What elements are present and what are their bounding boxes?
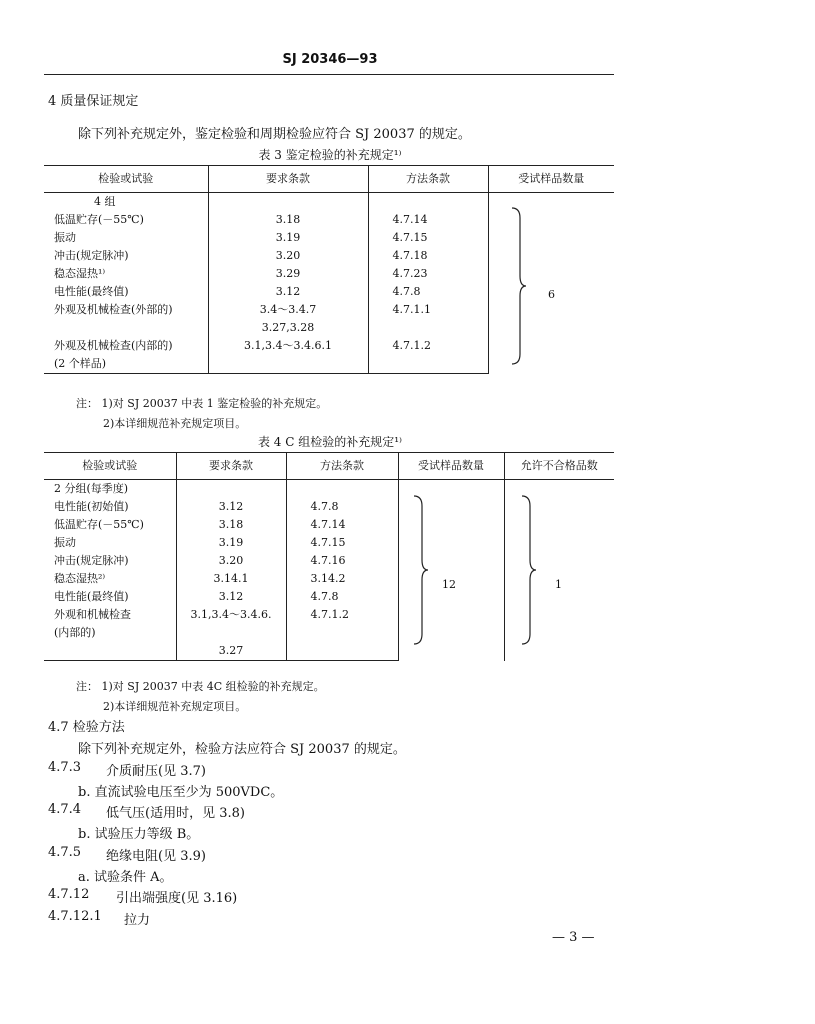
table-cell: 3.18 [208,211,368,229]
table-cell: 4.7.1.2 [286,606,398,624]
table-cell: 3.20 [176,552,286,570]
table-4-note-1: 注： 1)对 SJ 20037 中表 4C 组检验的补充规定。 [76,680,325,693]
table-cell: 4 组 [94,195,116,208]
clause-sub: a. 试验条件 A。 [78,870,173,885]
table-cell [286,480,398,499]
table-4-sample-qty: 12 [442,578,456,591]
table-cell [44,319,208,337]
table-cell: 4.7.15 [286,534,398,552]
table-cell [44,642,176,661]
table-cell: 稳态湿热¹⁾ [54,267,106,280]
table-cell: 4.7.8 [286,588,398,606]
table-3-note-1: 注： 1)对 SJ 20037 中表 1 鉴定检验的补充规定。 [76,397,328,410]
table-cell: 3.12 [176,498,286,516]
table-cell: 3.4～3.4.7 [208,301,368,319]
clause-title: 拉力 [124,913,151,928]
table-3-sample-qty: 6 [548,288,555,301]
table-cell: 4.7.16 [286,552,398,570]
table-cell: 4.7.8 [286,498,398,516]
table-cell [286,624,398,642]
table-3-header-method: 方法条款 [368,166,488,193]
header-rule [44,74,614,75]
table-cell: 3.19 [176,534,286,552]
table-cell: 2 分组(每季度) [54,482,129,495]
table-4-sample-brace [410,494,434,646]
table-cell: 低温贮存(－55℃) [54,213,144,226]
table-cell: (内部的) [54,626,96,639]
table-cell: 3.14.2 [286,570,398,588]
table-cell: 4.7.14 [368,211,488,229]
table-4-note-2: 2)本详细规范补充规定项目。 [103,700,247,713]
table-3-header-test: 检验或试验 [44,166,208,193]
table-cell: 冲击(规定脉冲) [54,249,129,262]
table-4-allowed-defects: 1 [555,578,562,591]
table-cell: 冲击(规定脉冲) [54,554,129,567]
table-4-header-allowed-defects: 允许不合格品数 [504,453,614,480]
table-cell: 3.14.1 [176,570,286,588]
clause-title: 介质耐压(见 3.7) [106,764,206,779]
table-4-caption: 表 4 C 组检验的补充规定¹⁾ [257,435,403,449]
clause-number: 4.7.3 [48,760,82,775]
table-cell: 4.7.8 [368,283,488,301]
clause-number: 4.7.5 [48,845,82,860]
document-code-header: SJ 20346—93 [282,52,378,67]
clause-number: 4.7.12 [48,887,90,902]
page-number: — 3 — [552,930,595,945]
table-cell: 外观和机械检查 [54,608,131,621]
table-cell: 4.7.1.2 [368,337,488,355]
clause-title: 低气压(适用时，见 3.8) [106,806,245,821]
table-cell [176,480,286,499]
table-cell: 3.27,3.28 [208,319,368,337]
table-3-caption: 表 3 鉴定检验的补充规定¹⁾ [258,148,402,162]
table-cell [368,355,488,374]
table-cell [176,624,286,642]
table-4-header-sample-qty: 受试样品数量 [398,453,504,480]
table-cell: 3.18 [176,516,286,534]
table-3-sample-cell [488,193,614,374]
table-cell: 电性能(初始值) [54,500,129,513]
clause-title: 绝缘电阻(见 3.9) [106,849,206,864]
section-4-7-intro: 除下列补充规定外，检验方法应符合 SJ 20037 的规定。 [78,742,406,757]
section-4-intro: 除下列补充规定外，鉴定检验和周期检验应符合 SJ 20037 的规定。 [78,127,471,142]
clause-title: 引出端强度(见 3.16) [116,891,238,906]
table-cell [286,642,398,661]
table-cell: 3.27 [176,642,286,661]
table-cell: 外观及机械检查(外部的) [54,303,173,316]
table-cell: (2 个样品) [44,355,208,374]
table-cell: 4.7.23 [368,265,488,283]
table-cell: 电性能(最终值) [54,590,129,603]
table-4-header-requirement: 要求条款 [176,453,286,480]
table-3-brace [508,206,532,366]
section-4-7-title: 4.7 检验方法 [48,720,125,735]
table-cell: 4.7.18 [368,247,488,265]
table-cell: 振动 [54,536,76,549]
table-3-header-requirement: 要求条款 [208,166,368,193]
table-cell: 3.19 [208,229,368,247]
table-cell: 低温贮存(－55℃) [54,518,144,531]
table-cell: 3.12 [176,588,286,606]
section-4-heading: 4 质量保证规定 [48,94,139,109]
table-cell: 外观及机械检查(内部的) [54,339,173,352]
table-cell [368,193,488,212]
clause-number: 4.7.4 [48,802,82,817]
table-3-note-2: 2)本详细规范补充规定项目。 [103,417,247,430]
table-3-header-sample-qty: 受试样品数量 [488,166,614,193]
clause-number: 4.7.12.1 [48,909,102,924]
table-cell: 4.7.15 [368,229,488,247]
table-cell: 3.1,3.4～3.4.6.1 [208,337,368,355]
clause-sub: b. 试验压力等级 B。 [78,827,200,842]
table-cell: 3.20 [208,247,368,265]
table-4-header-method: 方法条款 [286,453,398,480]
table-cell: 4.7.14 [286,516,398,534]
table-cell [208,355,368,374]
table-cell [368,319,488,337]
table-cell: 3.29 [208,265,368,283]
table-cell: 3.12 [208,283,368,301]
table-cell: 稳态湿热²⁾ [54,572,106,585]
table-cell: 振动 [54,231,76,244]
table-cell: 3.1,3.4～3.4.6. [176,606,286,624]
table-cell [208,193,368,212]
table-4-header-test: 检验或试验 [44,453,176,480]
table-cell: 电性能(最终值) [54,285,129,298]
table-4-defects-brace [518,494,542,646]
table-cell: 4.7.1.1 [368,301,488,319]
clause-sub: b. 直流试验电压至少为 500VDC。 [78,785,284,800]
